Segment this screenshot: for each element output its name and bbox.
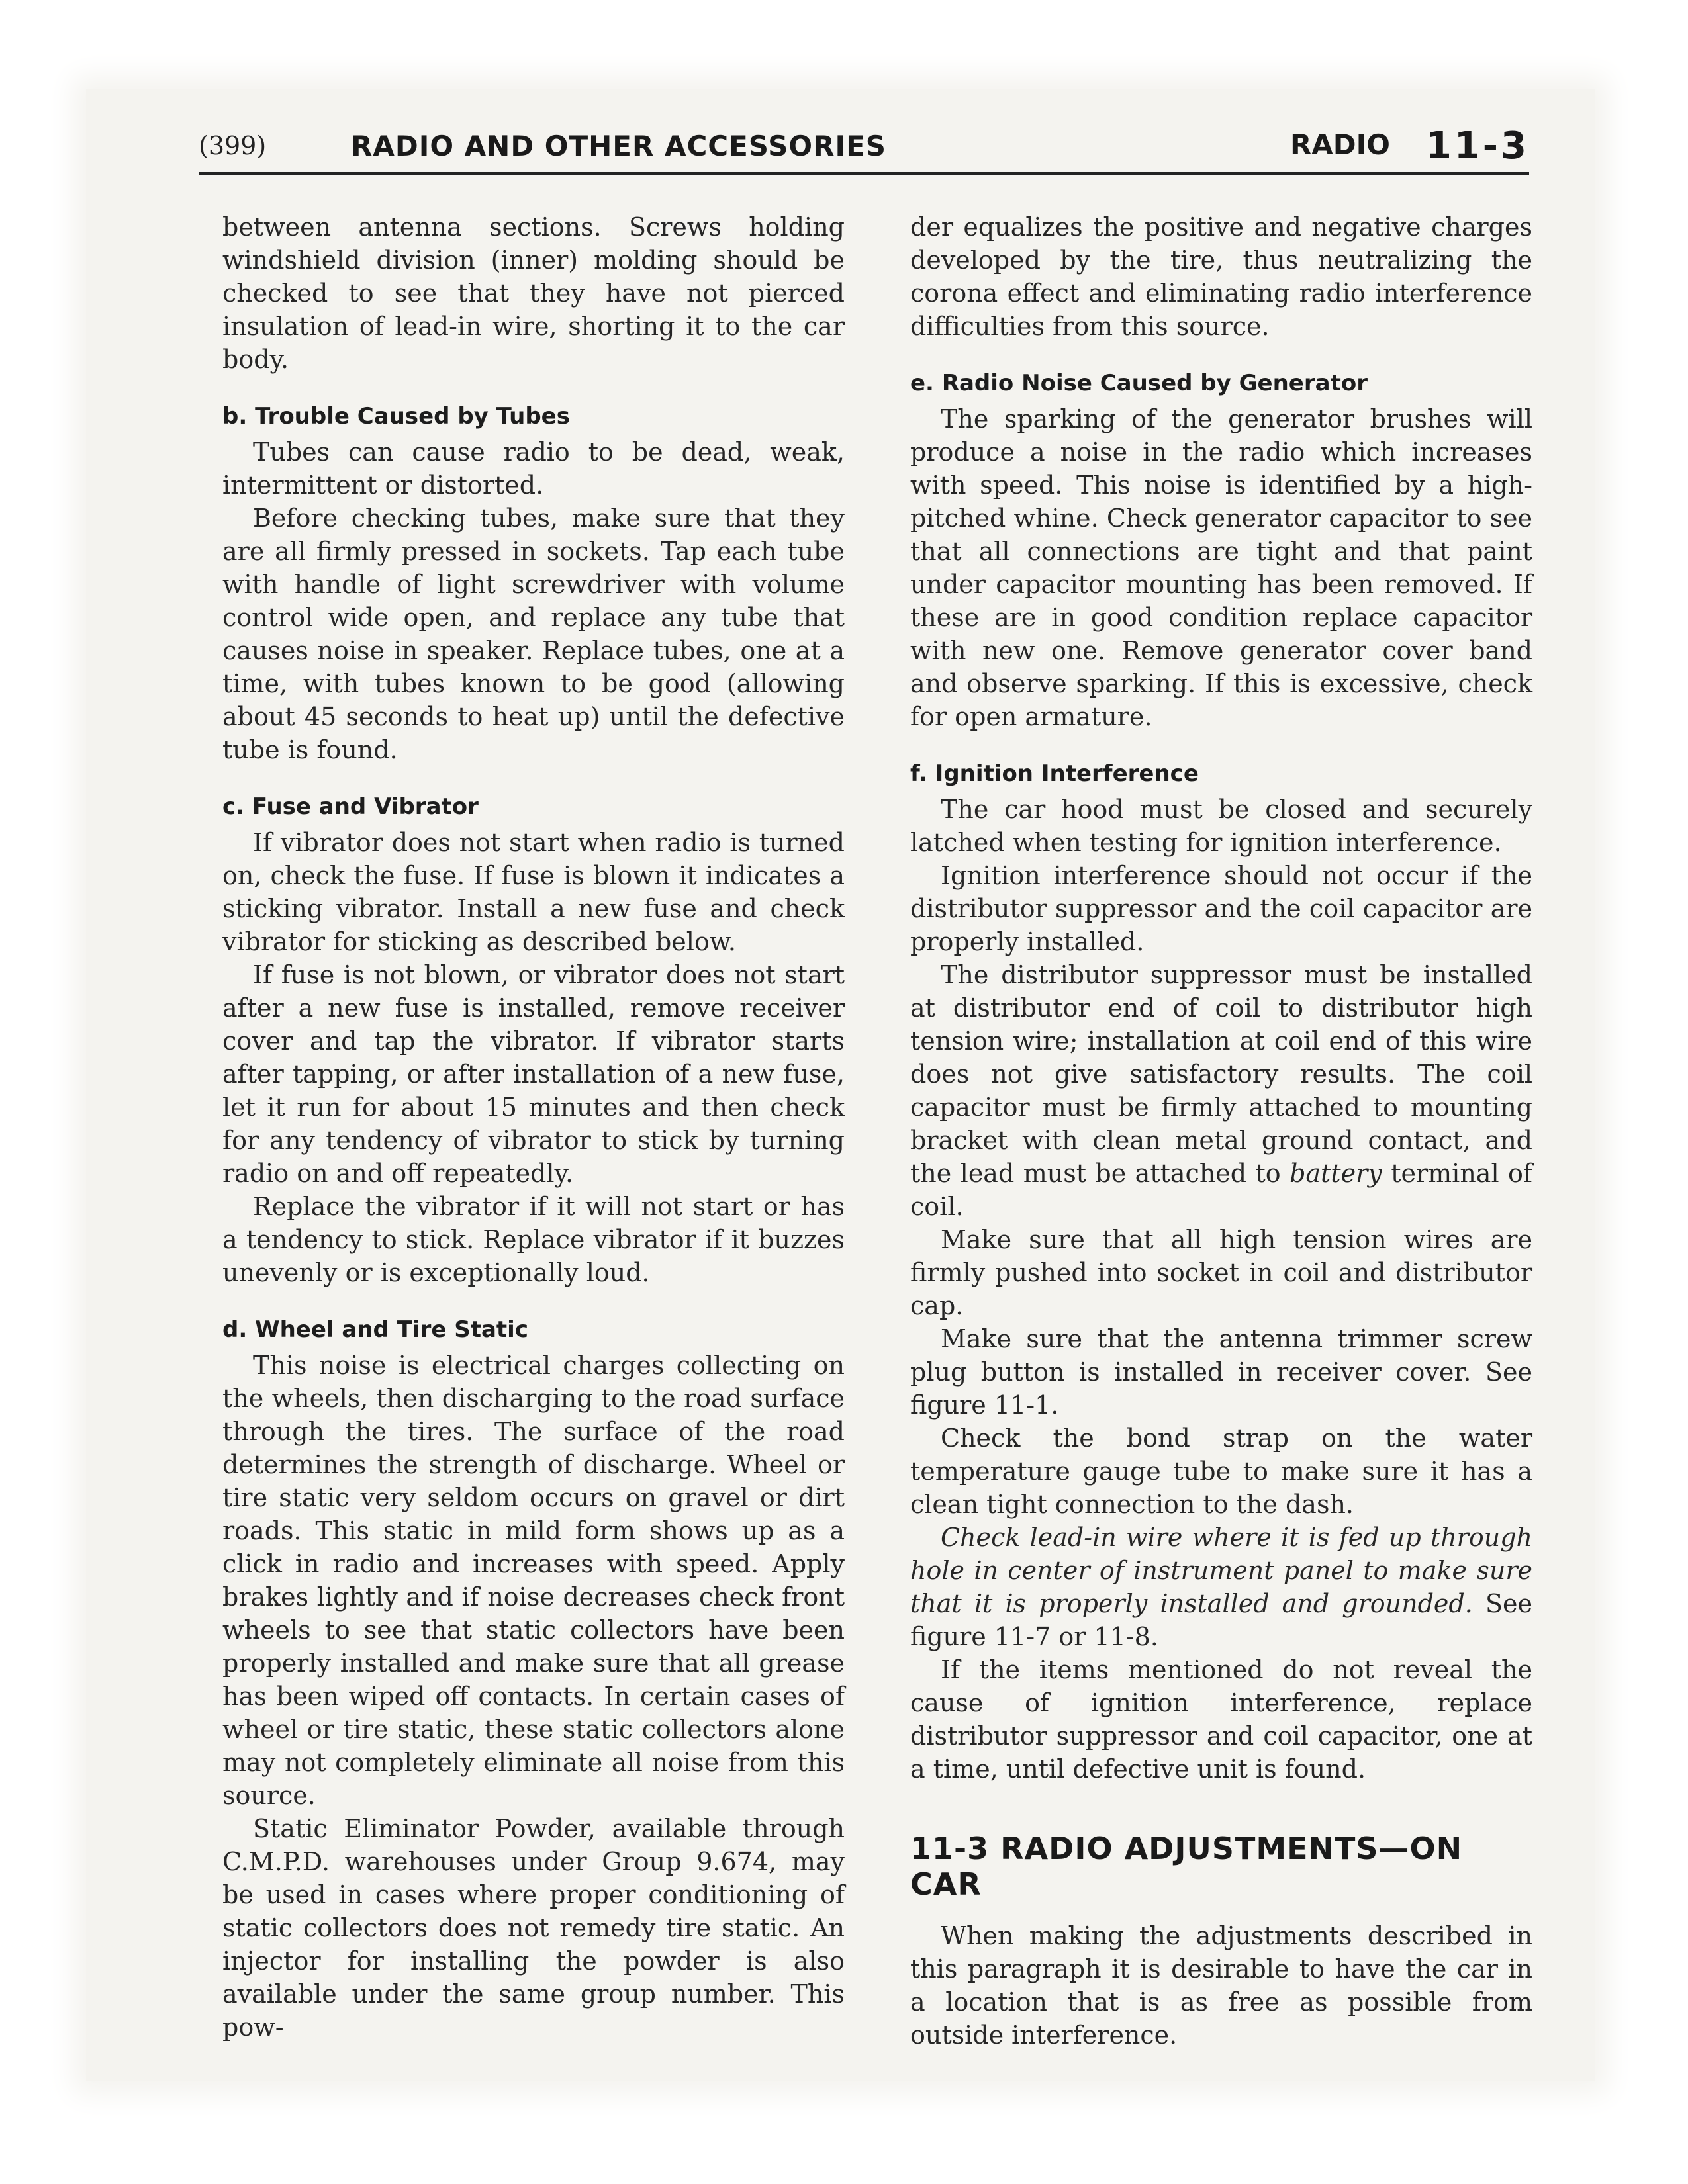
paragraph: Tubes can cause radio to be dead, weak, intermittent or distorted. <box>222 437 845 500</box>
right-column <box>910 210 1532 2052</box>
section-number: 11-3 <box>1425 124 1529 167</box>
section-heading: 11-3 RADIO ADJUSTMENTS—ON CAR <box>910 1831 1463 1902</box>
subheading-d: d. Wheel and Tire Static <box>222 1316 528 1343</box>
paragraph: Ignition interference should not occur if the distributor suppressor and the coil capacitor are properly installed. <box>910 861 1532 956</box>
subheading-e: e. Radio Noise Caused by Generator <box>910 370 1368 396</box>
subheading-b: b. Trouble Caused by Tubes <box>222 403 570 430</box>
paragraph: When making the adjustments described in this paragraph it is desirable to have the car in a location that is as free as possible from outside interference. <box>910 1921 1532 2050</box>
paragraph <box>910 958 1532 1223</box>
paragraph: Replace the vibrator if it will not start or has a tendency to stick. Replace vibrator if it buzzes unevenly or is exceptionally loud. <box>222 1192 845 1287</box>
subheading-c: c. Fuse and Vibrator <box>222 794 479 820</box>
paragraph: The sparking of the generator brushes will produce a noise in the radio which increases with speed. This noise is identified by a high-pitched whine. Check generator capacitor to see that all connections are tight and that paint under capacitor mounting has been removed. If these are in good condition replace capacitor with new one. Remove generator cover band and observe sparking. If this is excessive, check for open armature. <box>910 404 1532 731</box>
paragraph <box>910 1521 1532 1653</box>
text-run: The distributor suppressor must be installed at distributor end of coil to distributor high tension wire; installation at coil end of this wire does not give satisfactory results. The coil capacitor must be firmly attached to mounting bracket with clean metal ground contact, and the lead must be attached to <box>910 960 1532 1188</box>
page-number: (399) <box>199 131 267 160</box>
paragraph: der equalizes the positive and negative charges developed by the tire, thus neutralizing the corona effect and eliminating radio interference difficulties from this source. <box>910 212 1532 341</box>
text-run: See figure 11-7 or 11-8. <box>910 1589 1532 1651</box>
paragraph: This noise is electrical charges collecting on the wheels, then discharging to the road surface through the tires. The surface of the road determines the strength of discharge. Wheel or tire static very seldom occurs on gravel or dirt roads. This static in mild form shows up as a click in radio and increases with speed. Apply brakes lightly and if noise decreases check front wheels to see that static collectors have been properly installed and make sure that all grease has been wiped off contacts. In certain cases of wheel or tire static, these static collectors alone may not completely eliminate all noise from this source. <box>222 1351 845 1810</box>
paragraph: Make sure that the antenna trimmer screw plug button is installed in receiver cover. See figure 11-1. <box>910 1324 1532 1420</box>
paragraph: Make sure that all high tension wires are firmly pushed into socket in coil and distributor cap. <box>910 1225 1532 1320</box>
paragraph: The car hood must be closed and securely latched when testing for ignition interference. <box>910 795 1532 857</box>
paragraph: Before checking tubes, make sure that they are all firmly pressed in sockets. Tap each tube with handle of light screwdriver with volume control wide open, and replace any tube that causes noise in speaker. Replace tubes, one at a time, with tubes known to be good (allowing about 45 seconds to heat up) until the defective tube is found. <box>222 504 845 764</box>
paragraph: If the items mentioned do not reveal the cause of ignition interference, replace distributor suppressor and coil capacitor, one at a time, until defective unit is found. <box>910 1655 1532 1784</box>
paragraph: between antenna sections. Screws holding windshield division (inner) molding should be checked to see that they have not pierced insulation of lead-in wire, shorting it to the car body. <box>222 212 845 374</box>
left-column <box>222 210 845 2044</box>
subheading-f: f. Ignition Interference <box>910 760 1199 787</box>
italic-text: Check lead-in wire where it is fed up through hole in center of instrument panel to make sure that it is properly installed and grounded. <box>910 1523 1532 1618</box>
italic-text: battery <box>1289 1159 1382 1188</box>
paragraph: Static Eliminator Powder, available through C.M.P.D. warehouses under Group 9.674, may be used in cases where proper conditioning of static collectors does not remedy tire static. An injector for installing the powder is also available under the same group number. This pow- <box>222 1814 845 2042</box>
section-label: RADIO <box>1289 128 1390 161</box>
page-header <box>199 126 1529 175</box>
paragraph: If fuse is not blown, or vibrator does not start after a new fuse is installed, remove receiver cover and tap the vibrator. If vibrator starts after tapping, or after installation of a new fuse, let it run for about 15 minutes and then check for any tendency of vibrator to stick by turning radio on and off repeatedly. <box>222 960 845 1188</box>
paragraph: Check the bond strap on the water temperature gauge tube to make sure it has a clean tight connection to the dash. <box>910 1424 1532 1519</box>
text-run: terminal of coil. <box>910 1159 1532 1221</box>
paragraph: If vibrator does not start when radio is turned on, check the fuse. If fuse is blown it indicates a sticking vibrator. Install a new fuse and check vibrator for sticking as described below. <box>222 828 845 956</box>
chapter-title: RADIO AND OTHER ACCESSORIES <box>351 130 887 162</box>
